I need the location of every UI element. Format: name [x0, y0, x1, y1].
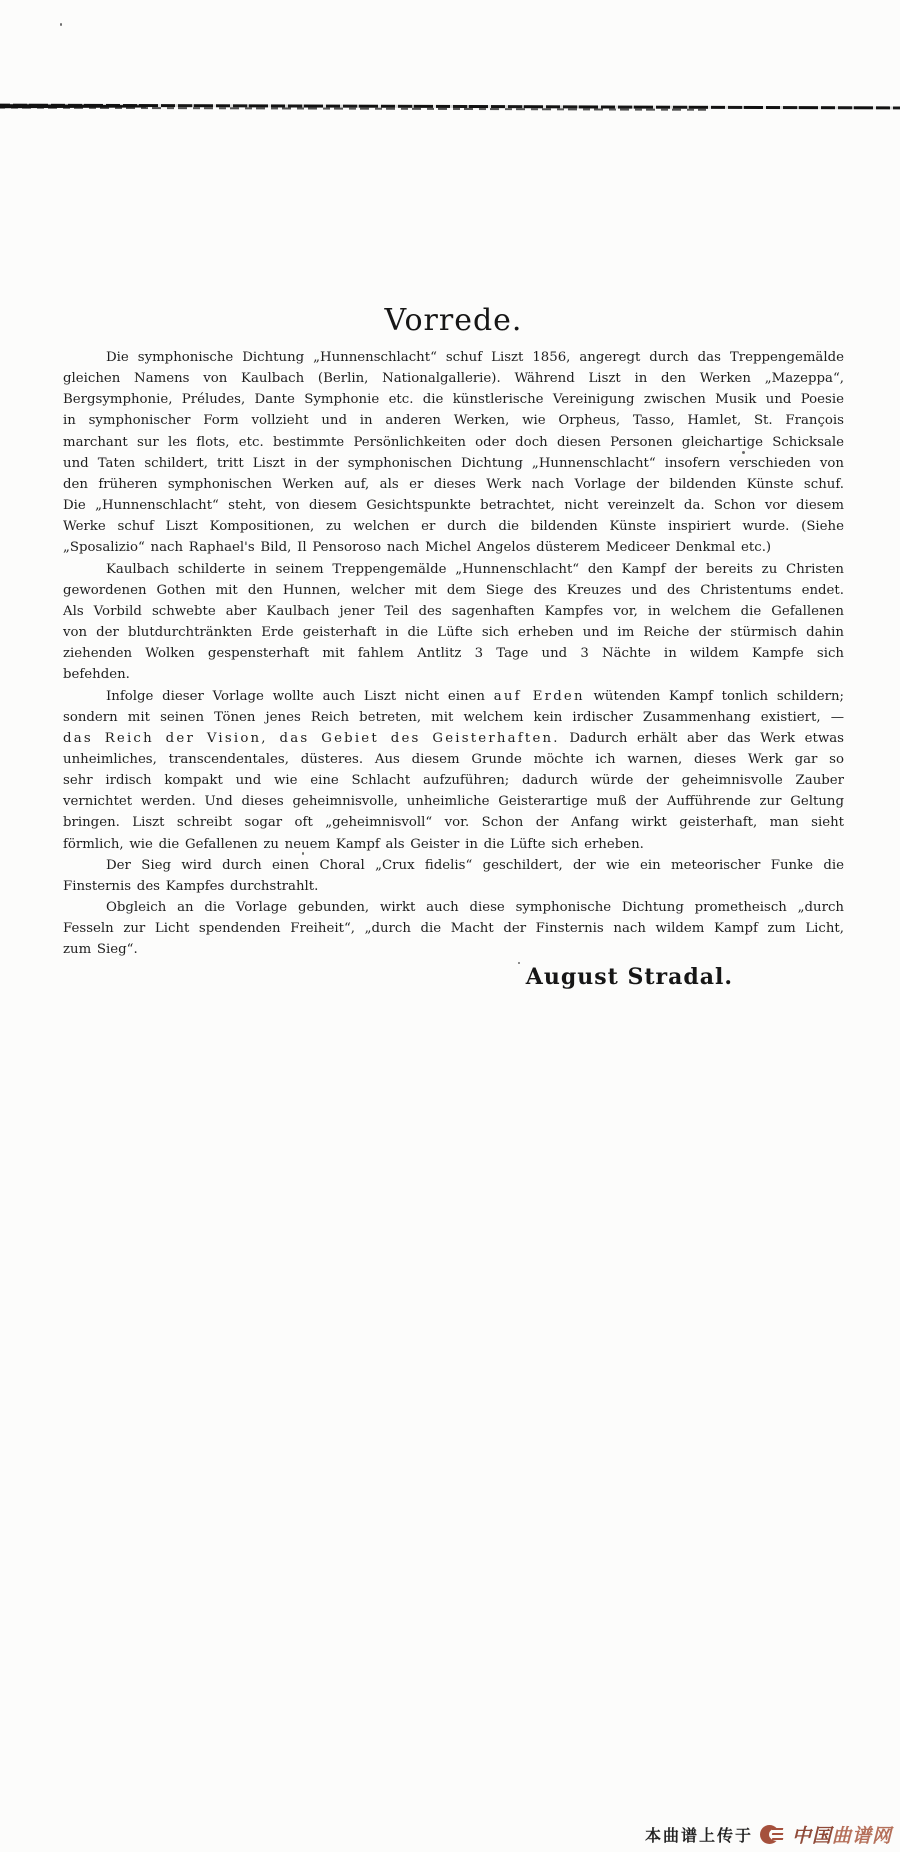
text-line: bringen. Liszt schreibt sogar oft „geheimnisvoll“ vor. Schon der Anfang wirkt geisterhaft, man sieht: [63, 815, 844, 831]
text-line: Infolge dieser Vorlage wollte auch Liszt nicht einen auf Erden wütenden Kampf tonlich schildern;: [106, 688, 844, 704]
text-line: unheimliches, transcendentales, düsteres. Aus diesem Grunde möchte ich warnen, dieses Werk gar so: [63, 751, 844, 767]
text-line: Der Sieg wird durch einen Choral „Crux fidelis“ geschildert, der wie ein meteorischer Funke die: [106, 857, 844, 873]
scan-edge-rule: [0, 104, 900, 113]
text-line: „Sposalizio“ nach Raphael's Bild, Il Pensoroso nach Michel Angelos düsterem Mediceer Denkmal etc.): [63, 540, 772, 556]
watermark-site-name: [792, 1821, 892, 1848]
paragraph: [63, 686, 844, 855]
text-line: von der blutdurchtränkten Erde geisterhaft in die Lüfte sich erheben und im Reiche der stürmisch dahin: [63, 625, 844, 641]
text-line: das Reich der Vision, das Gebiet des Geisterhaften. Dadurch erhält aber das Werk etwas: [63, 730, 844, 746]
text-line: und Taten schildert, tritt Liszt in der symphonischen Dichtung „Hunnenschlacht“ insofern verschieden von: [63, 455, 844, 471]
text-line: ziehenden Wolken gespensterhaft mit fahlem Antlitz 3 Tage und 3 Nächte in wildem Kampfe sich: [63, 646, 844, 662]
page-title: Vorrede.: [384, 303, 523, 338]
text-line: sondern mit seinen Tönen jenes Reich betreten, mit welchem kein irdischer Zusammenhang existiert, —: [63, 709, 844, 725]
watermark-upload-text: 本曲谱上传于: [644, 1825, 753, 1845]
letterspaced-emphasis: auf Erden: [493, 688, 585, 704]
logo-staff-line: [772, 1838, 784, 1840]
paragraph: [63, 897, 844, 960]
logo-staff-line: [772, 1833, 784, 1835]
text-line: sehr irdisch kompakt und wie eine Schlacht aufzuführen; dadurch würde der geheimnisvolle Zauber: [63, 773, 844, 789]
music-score-site-logo-icon: [760, 1824, 785, 1845]
text-line: in symphonischer Form vollzieht und in anderen Werken, wie Orpheus, Tasso, Hamlet, St. François: [63, 413, 844, 429]
text-line: zum Sieg“.: [63, 942, 138, 958]
text-line: gewordenen Gothen mit den Hunnen, welcher mit dem Siege des Kreuzes und des Christentums endet.: [63, 582, 844, 598]
text-line: den früheren symphonischen Werken auf, als er dieses Werk nach Vorlage der bildenden Künste schuf.: [63, 476, 844, 492]
text-line: befehden.: [63, 667, 130, 683]
text-line: Finsternis des Kampfes durchstrahlt.: [63, 878, 319, 894]
text-line: vernichtet werden. Und dieses geheimnisvolle, unheimliche Geisterartige muß der Aufführende zur Geltung: [63, 794, 844, 810]
text-line: Fesseln zur Licht spendenden Freiheit“, „durch die Macht der Finsternis nach wildem Kampf zum Licht,: [63, 921, 844, 937]
preface-paragraphs: [63, 347, 844, 961]
logo-staff-line: [772, 1828, 784, 1830]
text-line: förmlich, wie die Gefallenen zu neuem Kampf als Geister in die Lüfte sich erheben.: [63, 836, 644, 852]
watermark-site-name-light: 曲谱网: [831, 1824, 892, 1847]
text-line: Obgleich an die Vorlage gebunden, wirkt auch diese symphonische Dichtung prometheisch „durch: [106, 900, 844, 916]
site-watermark: [645, 1822, 892, 1846]
paragraph: [63, 559, 844, 686]
scan-speckle: [518, 962, 520, 964]
text-line: marchant sur les flots, etc. bestimmte Persönlichkeiten oder doch diesen Personen gleichartige Schicksale: [63, 434, 844, 450]
paragraph: [63, 347, 844, 559]
author-signature: August Stradal.: [525, 964, 733, 990]
watermark-site-name-dark: 中国: [791, 1824, 832, 1847]
scan-speckle: [60, 23, 62, 26]
text-line: Die symphonische Dichtung „Hunnenschlacht“ schuf Liszt 1856, angeregt durch das Treppengemälde: [106, 350, 844, 365]
text-line: Die „Hunnenschlacht“ steht, von diesem Gesichtspunkte betrachtet, nicht vereinzelt da. Schon vor diesem: [63, 498, 844, 514]
text-line: Werke schuf Liszt Kompositionen, zu welchen er durch die bildenden Künste inspiriert wurde. (Siehe: [63, 519, 844, 535]
text-line: Als Vorbild schwebte aber Kaulbach jener Teil des sagenhaften Kampfes vor, in welchem die Gefallenen: [63, 603, 844, 619]
text-line: Kaulbach schilderte in seinem Treppengemälde „Hunnenschlacht“ den Kampf der bereits zu Christen: [106, 561, 844, 577]
text-line: Bergsymphonie, Préludes, Dante Symphonie etc. die künstlerische Vereinigung zwischen Musik und Poesie: [63, 392, 844, 408]
text-line: gleichen Namens von Kaulbach (Berlin, Nationalgallerie). Während Liszt in den Werken „Mazeppa“,: [63, 371, 844, 387]
letterspaced-emphasis: das Reich der Vision, das Gebiet des Geisterhaften.: [63, 730, 560, 746]
paragraph: [63, 855, 844, 897]
